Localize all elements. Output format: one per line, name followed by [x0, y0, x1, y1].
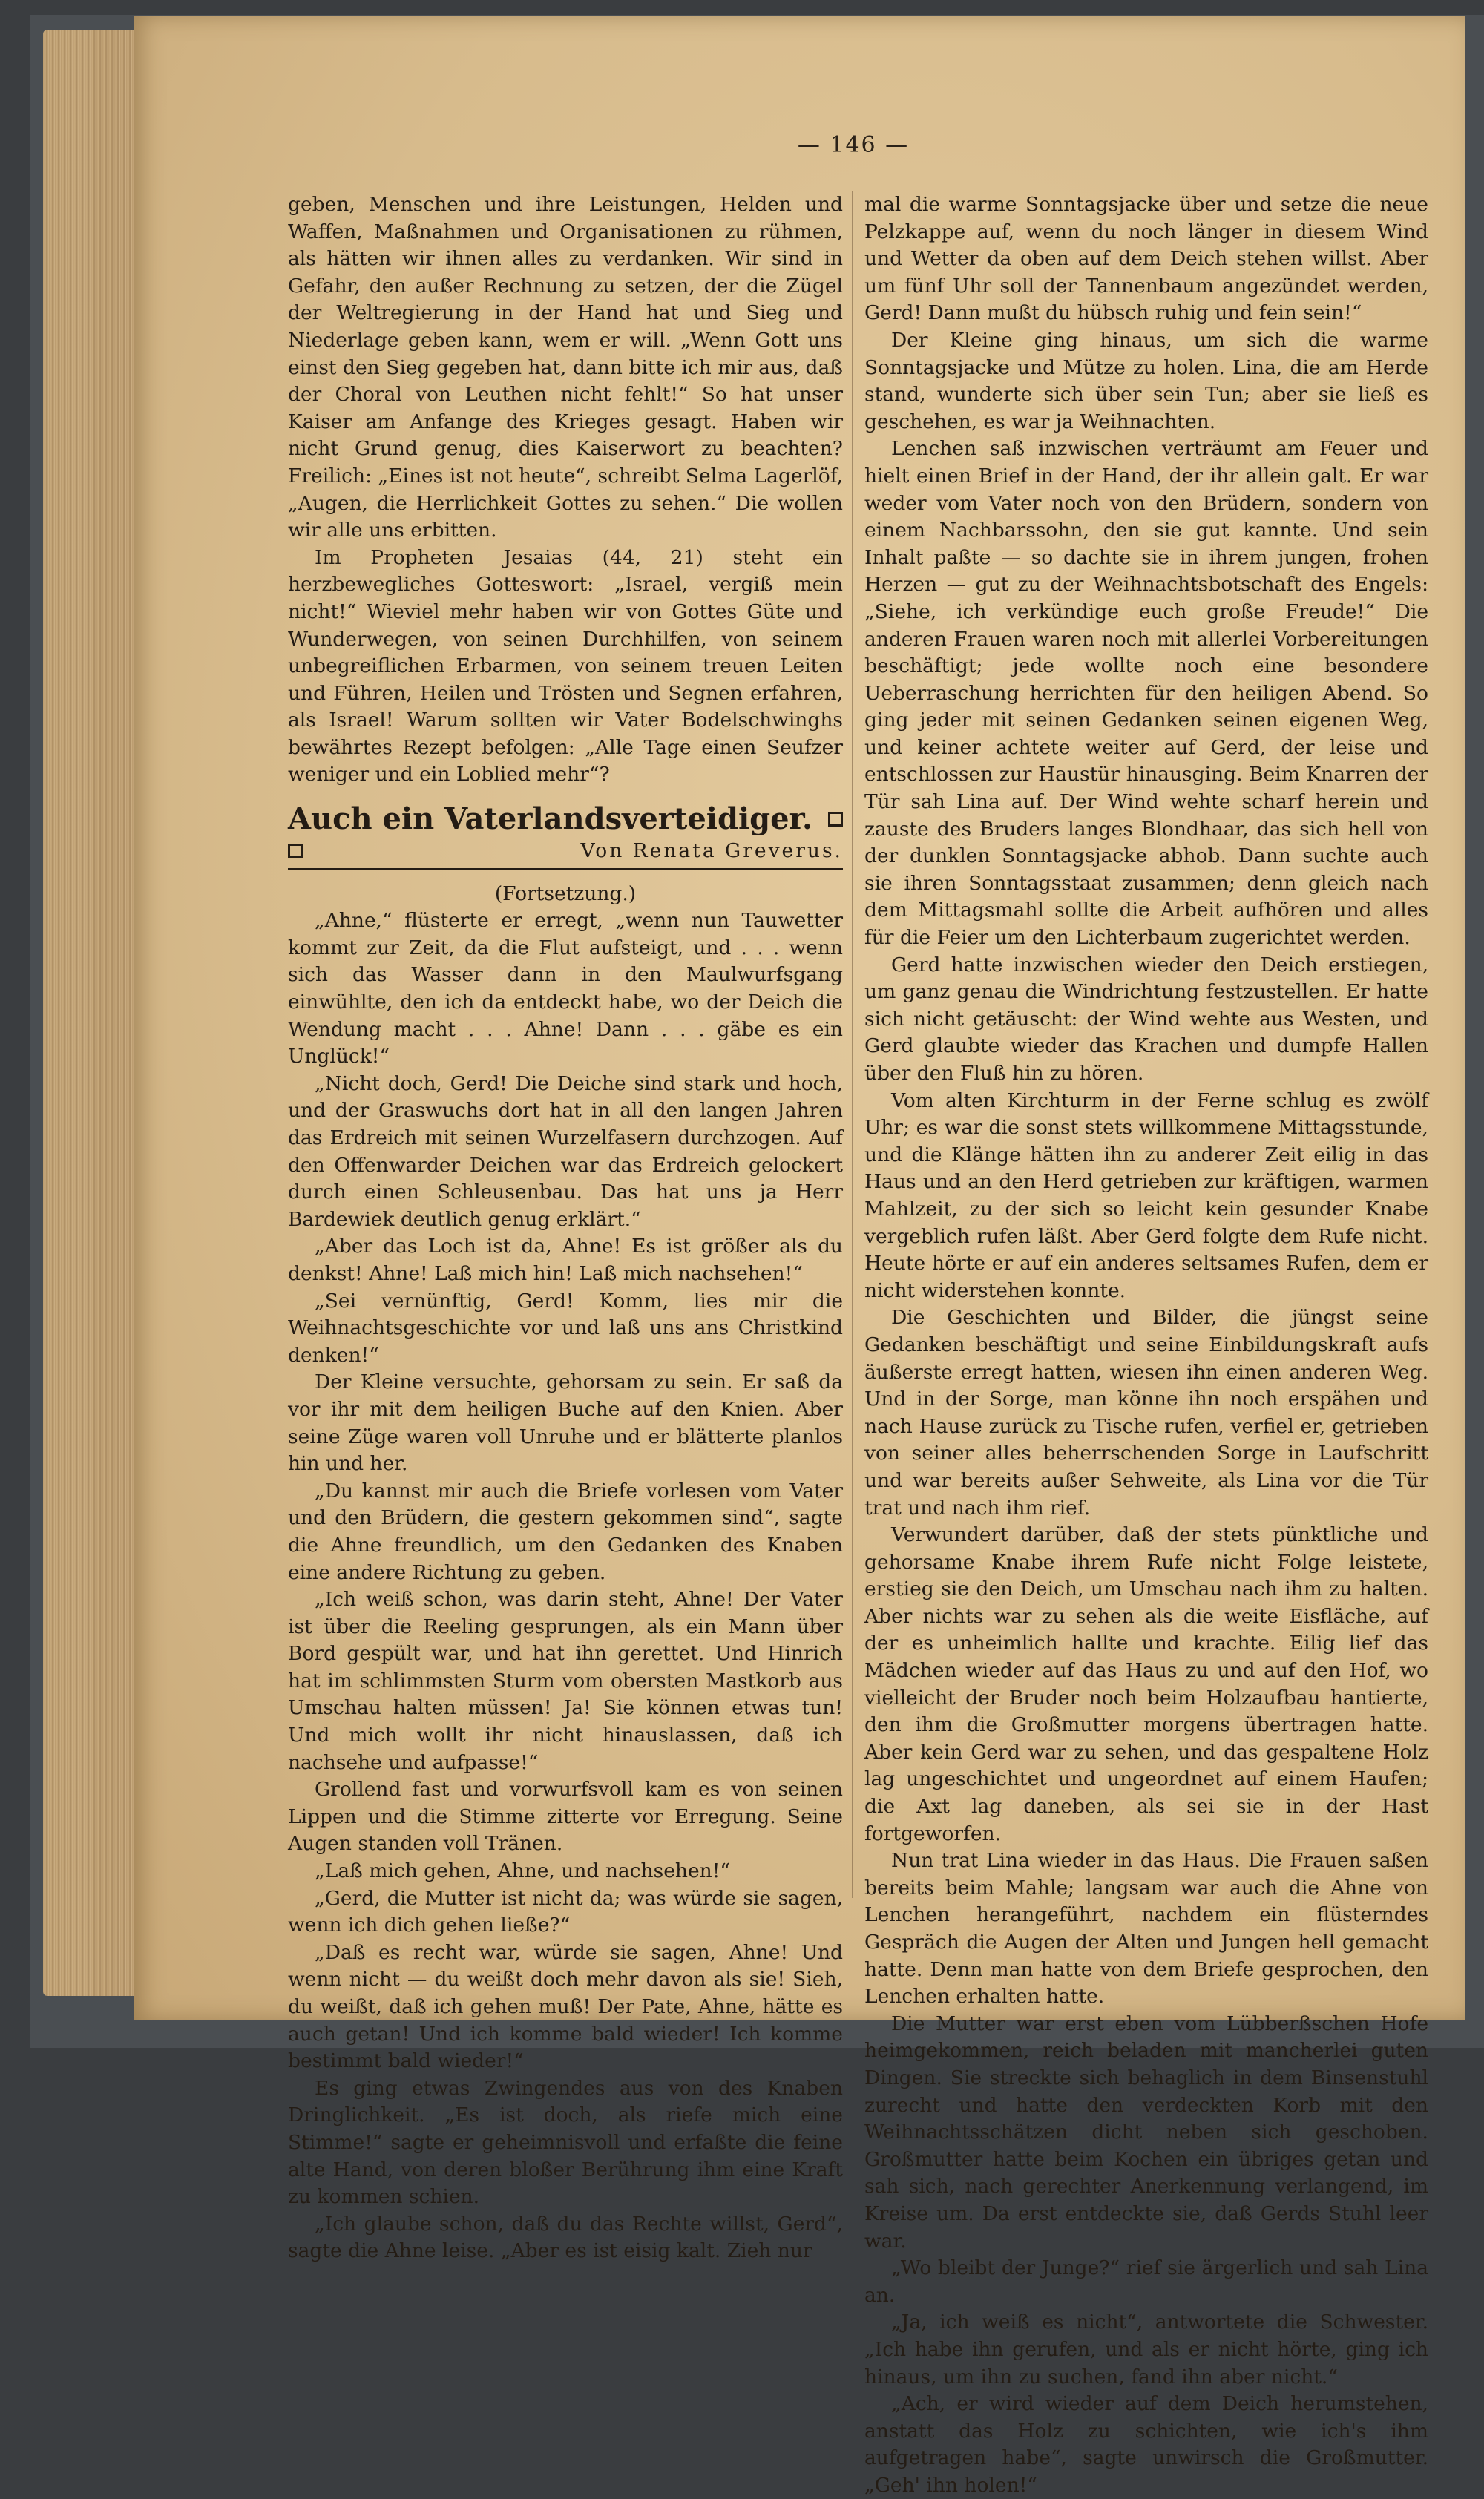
story-paragraph: Der Kleine versuchte, gehorsam zu sein. Er saß da vor ihr mit dem heiligen Buche auf den Knien. Aber seine Züge waren voll Unruhe und er blätterte planlos hin und her.	[288, 1370, 843, 1476]
story-paragraph: „Ach, er wird wieder auf dem Deich herumstehen, anstatt das Holz zu schichten, wie ich's ihm aufgetragen habe“, sagte unwirsch die Großmutter. „Geh' ihn holen!“	[864, 2392, 1428, 2497]
story-paragraph: „Wo bleibt der Junge?“ rief sie ärgerlich und sah Lina an.	[864, 2256, 1428, 2307]
story-paragraph: „Sei vernünftig, Gerd! Komm, lies mir die Weihnachtsgeschichte vor und laß uns ans Christkind denken!“	[288, 1289, 843, 1367]
byline-row	[288, 838, 843, 870]
left-column	[288, 191, 843, 2265]
story-paragraph: „Ahne,“ flüsterte er erregt, „wenn nun Tauwetter kommt zur Zeit, da die Flut aufsteigt, und . . . wenn sich das Wasser dann in den Maulwurfsgang einwühlte, den ich da entdeckt habe, wo der Deich die Wendung macht . . . Ahne! Dann . . . gäbe es ein Unglück!“	[288, 909, 843, 1068]
story-paragraph: „Ja, ich weiß es nicht“, antwortete die Schwester. „Ich habe ihn gerufen, und als er nicht hörte, ging ich hinaus, um ihn zu suchen, fand ihn aber nicht.“	[864, 2311, 1428, 2388]
story-paragraph: Vom alten Kirchturm in der Ferne schlug es zwölf Uhr; es war die sonst stets willkommene Mittagsstunde, und die Klänge hätten ihn zu anderer Zeit eilig in das Haus und an den Herd getrieben zur kräftigen, warmen Mahlzeit, zu der sich so leicht kein gesunder Knabe vergeblich rufen läßt. Aber Gerd folgte dem Rufe nicht. Heute hörte er auf ein anderes seltsames Rufen, dem er nicht widerstehen konnte.	[864, 1088, 1428, 1302]
intro-paragraph: geben, Menschen und ihre Leistungen, Helden und Waffen, Maßnahmen und Organisationen zu rühmen, als hätten wir ihnen alles zu verdanken. Wir sind in Gefahr, den außer Rechnung zu setzen, der die Zügel der Weltregierung in der Hand hat und Sieg und Niederlage geben kann, wem er will. „Wenn Gott uns einst den Sieg gegeben hat, dann bitte ich mir aus, daß der Choral von Leuthen nicht fehlt!“ So hat unser Kaiser am Anfange des Krieges gesagt. Haben wir nicht Grund genug, dies Kaiserwort zu beachten? Freilich: „Eines ist not heute“, schreibt Selma Lagerlöf, „Augen, die Herrlichkeit Gottes zu sehen.“ Die wollen wir alle uns erbitten.	[288, 193, 843, 542]
column-divider	[852, 191, 853, 1898]
continuation-note: (Fortsetzung.)	[494, 881, 637, 905]
story-paragraph: „Nicht doch, Gerd! Die Deiche sind stark und hoch, und der Graswuchs dort hat in all den langen Jahren das Erdreich mit seinen Wurzelfasern durchzogen. Auf den Offenwarder Deichen war das Erdreich gelockert durch einen Schleusenbau. Das hat uns ja Herr Bardewiek deutlich genug erklärt.“	[288, 1071, 843, 1231]
story-paragraph: „Aber das Loch ist da, Ahne! Es ist größer als du denkst! Ahne! Laß mich hin! Laß mich nachsehen!“	[288, 1235, 843, 1285]
story-paragraph: Verwundert darüber, daß der stets pünktliche und gehorsame Knabe ihrem Rufe nicht Folge leistete, erstieg sie den Deich, um Umschau nach ihm zu halten. Aber nichts war zu sehen als die weite Eisfläche, auf der es unheimlich hallte und krachte. Eilig lief das Mädchen wieder auf das Haus zu und auf den Hof, wo vielleicht der Bruder noch beim Holzaufbau hantierte, den ihm die Großmutter morgens übertragen hatte. Aber kein Gerd war zu sehen, und das gespaltene Holz lag ungeschichtet und ungeordnet auf einem Haufen; die Axt lag daneben, als sei sie in der Hast fortgeworfen.	[864, 1523, 1428, 1845]
story-paragraph: Lenchen saß inzwischen verträumt am Feuer und hielt einen Brief in der Hand, der ihr allein galt. Er war weder vom Vater noch von den Brüdern, sondern von einem Nachbarssohn, den sie gut kannte. Und sein Inhalt paßte — so dachte sie in ihrem jungen, frohen Herzen — gut zu der Weihnachtsbotschaft des Engels: „Siehe, ich verkündige euch große Freude!“ Die anderen Frauen waren noch mit allerlei Vorbereitungen beschäftigt; jede wollte noch eine besondere Ueberraschung herrichten für den heiligen Abend. So ging jeder mit seinen Gedanken seinen eigenen Weg, und keiner achtete weiter auf Gerd, der leise und entschlossen zur Haustür hinausging. Beim Knarren der Tür sah Lina auf. Der Wind wehte scharf herein und zauste des Bruders langes Blondhaar, das sich hell von der dunklen Sonntagsjacke abhob. Dann suchte auch sie ihren Sonntagsstaat zusammen; denn gleich nach dem Mittagsmahl sollte die Arbeit aufhören und alles für die Feier um den Lichterbaum zugerichtet werden.	[864, 437, 1428, 950]
box-ornament-icon	[288, 844, 303, 858]
story-paragraph: mal die warme Sonntagsjacke über und setze die neue Pelzkappe auf, wenn du noch länger in diesem Wind und Wetter da oben auf dem Deich stehen willst. Aber um fünf Uhr soll der Tannenbaum angezündet werden, Gerd! Dann mußt du hübsch ruhig und fein sein!“	[864, 193, 1428, 325]
story-paragraph: Gerd hatte inzwischen wieder den Deich erstiegen, um ganz genau die Windrichtung festzustellen. Er hatte sich nicht getäuscht: der Wind wehte aus Westen, und Gerd glaubte wieder das Krachen und dumpfe Hallen über den Fluß hin zu hören.	[864, 953, 1428, 1085]
story-paragraph: „Gerd, die Mutter ist nicht da; was würde sie sagen, wenn ich dich gehen ließe?“	[288, 1886, 843, 1937]
story-paragraph: Der Kleine ging hinaus, um sich die warme Sonntagsjacke und Mütze zu holen. Lina, die am Herde stand, wunderte sich über sein Tun; aber sie ließ es geschehen, es war ja Weihnachten.	[864, 328, 1428, 433]
right-column	[864, 191, 1428, 2499]
article-title: Auch ein Vaterlandsverteidiger.	[288, 801, 812, 837]
story-paragraph: Es ging etwas Zwingendes aus von des Knaben Dringlichkeit. „Es ist doch, als riefe mich eine Stimme!“ sagte er geheimnisvoll und erfaßte die feine alte Hand, von deren bloßer Berührung ihm eine Kraft zu kommen schien.	[288, 2076, 843, 2209]
box-ornament-icon	[828, 812, 843, 827]
story-paragraph: Die Mutter war erst eben vom Lübberßschen Hofe heimgekommen, reich beladen mit mancherlei guten Dingen. Sie streckte sich behaglich in dem Binsenstuhl zurecht und hatte den verdeckten Korb mit den Weihnachtsschätzen dicht neben sich geschoben. Großmutter hatte beim Kochen ein übriges getan und sah sich, nach gerechter Anerkennung verlangend, im Kreise um. Da erst entdeckte sie, daß Gerds Stuhl leer war.	[864, 2012, 1428, 2253]
article-title-row	[288, 802, 843, 836]
intro-paragraph: Im Propheten Jesaias (44, 21) steht ein herzbewegliches Gotteswort: „Israel, vergiß mein nicht!“ Wieviel mehr haben wir von Gottes Güte und Wunderwegen, von seinen Durchhilfen, von seinem unbegreiflichen Erbarmen, von seinem treuen Leiten und Führen, Heilen und Trösten und Segnen erfahren, als Israel! Warum sollten wir Vater Bodelschwinghs bewährtes Rezept befolgen: „Alle Tage einen Seufzer weniger und ein Loblied mehr“?	[288, 545, 843, 787]
page-number: — 146 —	[797, 132, 910, 158]
story-paragraph: „Du kannst mir auch die Briefe vorlesen vom Vater und den Brüdern, die gestern gekommen sind“, sagte die Ahne freundlich, um den Gedanken des Knaben eine andere Richtung zu geben.	[288, 1479, 843, 1584]
story-paragraph: „Ich glaube schon, daß du das Rechte willst, Gerd“, sagte die Ahne leise. „Aber es ist eisig kalt. Zieh nur	[288, 2212, 843, 2263]
story-paragraph: „Laß mich gehen, Ahne, und nachsehen!“	[315, 1859, 730, 1883]
story-paragraph: „Ich weiß schon, was darin steht, Ahne! Der Vater ist über die Reeling gesprungen, als ein Mann über Bord gespült war, und hat ihn gerettet. Und Hinrich hat im schlimmsten Sturm vom obersten Mastkorb aus Umschau halten müssen! Ja! Sie können etwas tun! Und mich wollt ihr nicht hinauslassen, daß ich nachsehe und aufpasse!“	[288, 1588, 843, 1774]
story-paragraph: Nun trat Lina wieder in das Haus. Die Frauen saßen bereits beim Mahle; langsam war auch die Ahne von Lenchen herangeführt, nachdem ein flüsterndes Gespräch die Augen der Alten und Jungen hell gemacht hatte. Denn man hatte von dem Briefe gesprochen, den Lenchen erhalten hatte.	[864, 1849, 1428, 2009]
story-paragraph: „Daß es recht war, würde sie sagen, Ahne! Und wenn nicht — du weißt doch mehr davon als sie! Sieh, du weißt, daß ich gehen muß! Der Pate, Ahne, hätte es auch getan! Und ich komme bald wieder! Ich komme bestimmt bald wieder!“	[288, 1940, 843, 2073]
byline: Von Renata Greverus.	[580, 839, 843, 863]
story-paragraph: Grollend fast und vorwurfsvoll kam es von seinen Lippen und die Stimme zitterte vor Erregung. Seine Augen standen voll Tränen.	[288, 1778, 843, 1856]
story-paragraph: Die Geschichten und Bilder, die jüngst seine Gedanken beschäftigt und seine Einbildungskraft aufs äußerste erregt hatten, wiesen ihn einen anderen Weg. Und in der Sorge, man könne ihn noch erspähen und nach Hause zurück zu Tische rufen, verfiel er, getrieben von seiner alles beherrschenden Sorge in Laufschritt und war bereits außer Sehweite, als Lina vor die Tür trat und nach ihm rief.	[864, 1306, 1428, 1520]
